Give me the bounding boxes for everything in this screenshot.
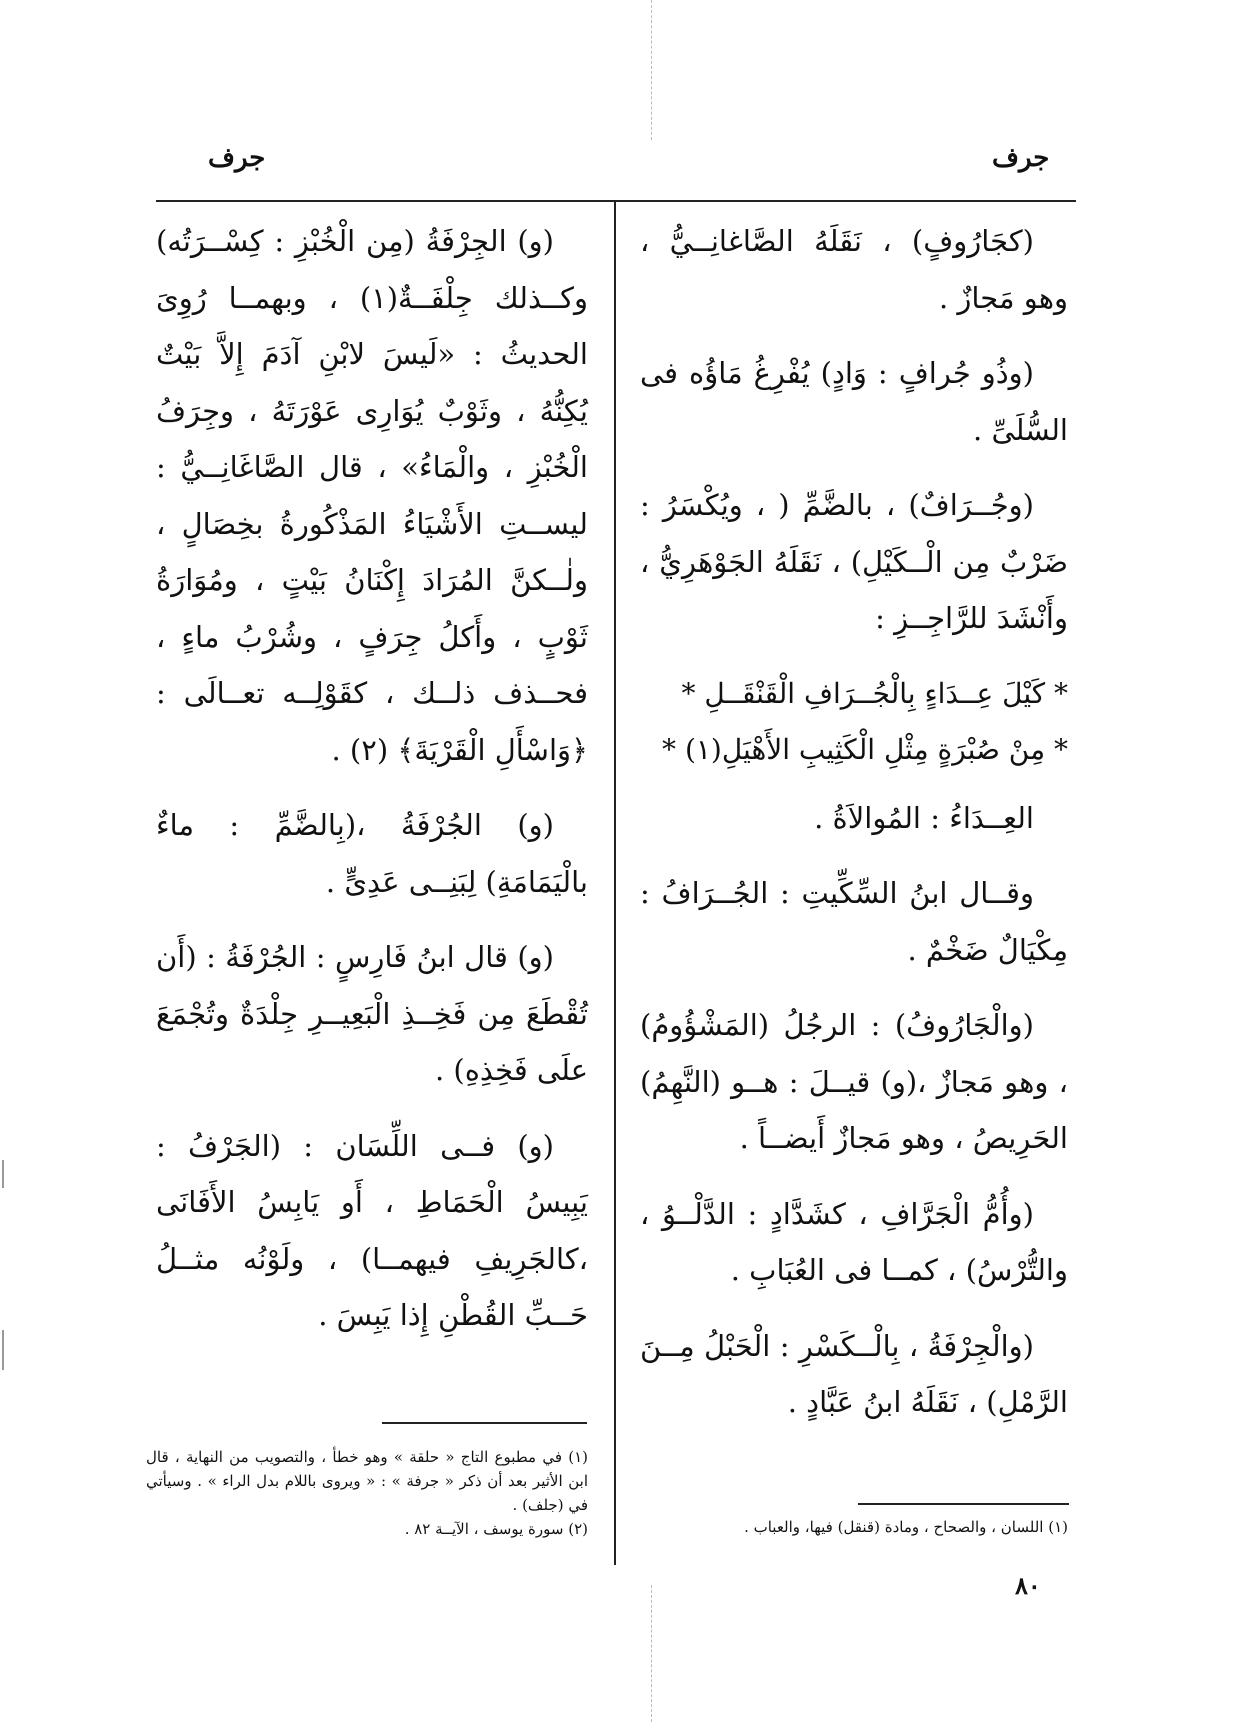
footnote-rule-left xyxy=(382,1422,587,1424)
scan-fold-line-bottom xyxy=(651,1585,652,1722)
column-divider xyxy=(614,202,616,1565)
scan-fold-line-top xyxy=(651,0,652,140)
footnote: (١) في مطبوع التاج « حلقة » وهو خطأ ، والتصويب من النهاية ، قال ابن الأثير بعد أن ذكر « جرفة » : « ويروى باللام بدل الراء » . وسيأتي في (جلف) . xyxy=(146,1448,588,1514)
scan-edge-mark xyxy=(2,1330,4,1370)
paragraph: (والْجَارُوفُ) : الرجُلُ (المَشْؤُومُ) ، وهو مَجازٌ ،(و) قيــلَ : هــو (النَّهِمُ) الحَرِيصُ ، وهو مَجازٌ أَيضــاً . xyxy=(640,1008,1068,1155)
verse-line: * مِنْ صُبْرَةٍ مِثْلِ الْكَثِيبِ الأَهْيَلِ(١) * xyxy=(662,732,1068,766)
paragraph: (والْجِرْفَةُ ، بِالْــكَسْرِ : الْحَبْلُ مِــنَ الرَّمْلِ) ، نَقَلَهُ ابنُ عَبَّادٍ . xyxy=(640,1328,1068,1419)
verse-line: * كَيْلَ عِــدَاءٍ بِالْجُــرَافِ الْقَنْقَــلِ * xyxy=(681,676,1068,710)
footnotes-left xyxy=(146,1445,588,1541)
paragraph: (و) الجُرْفَةُ ،(بِالضَّمِّ : ماءٌ بالْيَمَامَةِ) لِبَنِــى عَدِىٍّ . xyxy=(156,808,588,899)
footnote: (١) اللسان ، والصحاح ، ومادة (قنقل) فيها، والعباب . xyxy=(744,1518,1068,1536)
left-column xyxy=(156,213,588,1363)
paragraph: وقــال ابنُ السِّكِّيتِ : الجُــرَافُ : مِكْيَالٌ ضَخْمٌ . xyxy=(640,876,1068,967)
paragraph: (و) الجِرْفَةُ (مِن الْخُبْزِ : كِسْــرَتُه) وكــذلك جِلْفَــةٌ(١) ، وبهمــا رُوِىَ الحديثُ : «لَيسَ لابْنِ آدَمَ إِلاَّ بَيْتٌ يُكِنُّهُ ، وثَوْبٌ يُوَارِى عَوْرَتَهُ ، وجِرَفُ الْخُبْزِ ، والْمَاءُ» ، قال الصَّاغَانِــيُّ : ليســتِ الأَشْيَاءُ المَذْكُورةُ بخِصَالٍ ، ولٰــكنَّ المُرَادَ إِكْنَانُ بَيْتٍ ، ومُوَارَةُ ثَوْبٍ ، وأَكلُ جِرَفٍ ، وشُرْبُ ماءٍ ، فحــذف ذلــك ، كقَوْلِــه تعــالَى : ﴿وَاسْأَلِ الْقَرْيَةَ﴾ (٢) . xyxy=(156,224,588,767)
paragraph: العِــدَاءُ : المُوالاَةُ . xyxy=(814,800,1034,835)
page-number: ٨٠ xyxy=(1015,1571,1041,1600)
footnote-right xyxy=(652,1515,1068,1539)
footnote: (٢) سورة يوسف ، الآيــة ٨٢ . xyxy=(404,1520,588,1538)
verse-block xyxy=(640,666,1068,778)
paragraph: (و) قال ابنُ فَارِسٍ : الجُرْفَةُ : (أَن تُقْطَعَ مِن فَخِــذِ الْبَعِيــرِ جِلْدَةٌ وتُجْمَعَ علَى فَخِذِهِ) . xyxy=(156,940,588,1087)
paragraph: (وأُمُّ الْجَرَّافِ ، كشَدَّادٍ : الدَّلْــوُ ، والتُّرْسُ) ، كمــا فى العُبَابِ . xyxy=(640,1196,1068,1287)
paragraph: (وجُــرَافٌ) ، بالضَّمِّ ( ، ويُكْسَرُ : ضَرْبٌ مِن الْــكَيْلِ) ، نَقَلَهُ الجَوْهَرِيُّ ، وأَنْشَدَ للرَّاجِــزِ : xyxy=(640,488,1068,635)
running-header-right: جرف xyxy=(992,143,1050,173)
running-header-left: جرف xyxy=(208,143,266,173)
scan-edge-mark xyxy=(2,1160,4,1188)
paragraph: (و) فــى اللِّسَان : (الجَرْفُ : يَبِيسُ الْحَمَاطِ ، أَو يَابِسُ الأَفَانَى ،كالجَرِيفِ فيهمــا) ، ولَوْنُه مثــلُ حَــبِّ القُطْنِ إِذا يَبِسَ . xyxy=(156,1128,588,1332)
header-rule xyxy=(156,200,1076,202)
paragraph: (كجَارُوفٍ) ، نَقَلَهُ الصَّاغانِــيُّ ، وهو مَجازٌ . xyxy=(640,224,1068,315)
footnote-rule-right xyxy=(858,1503,1069,1505)
paragraph: (وذُو جُرافٍ : وَادٍ) يُفْرِغُ مَاؤُه فى السُّلَىِّ . xyxy=(640,356,1068,447)
right-column xyxy=(640,213,1068,1450)
